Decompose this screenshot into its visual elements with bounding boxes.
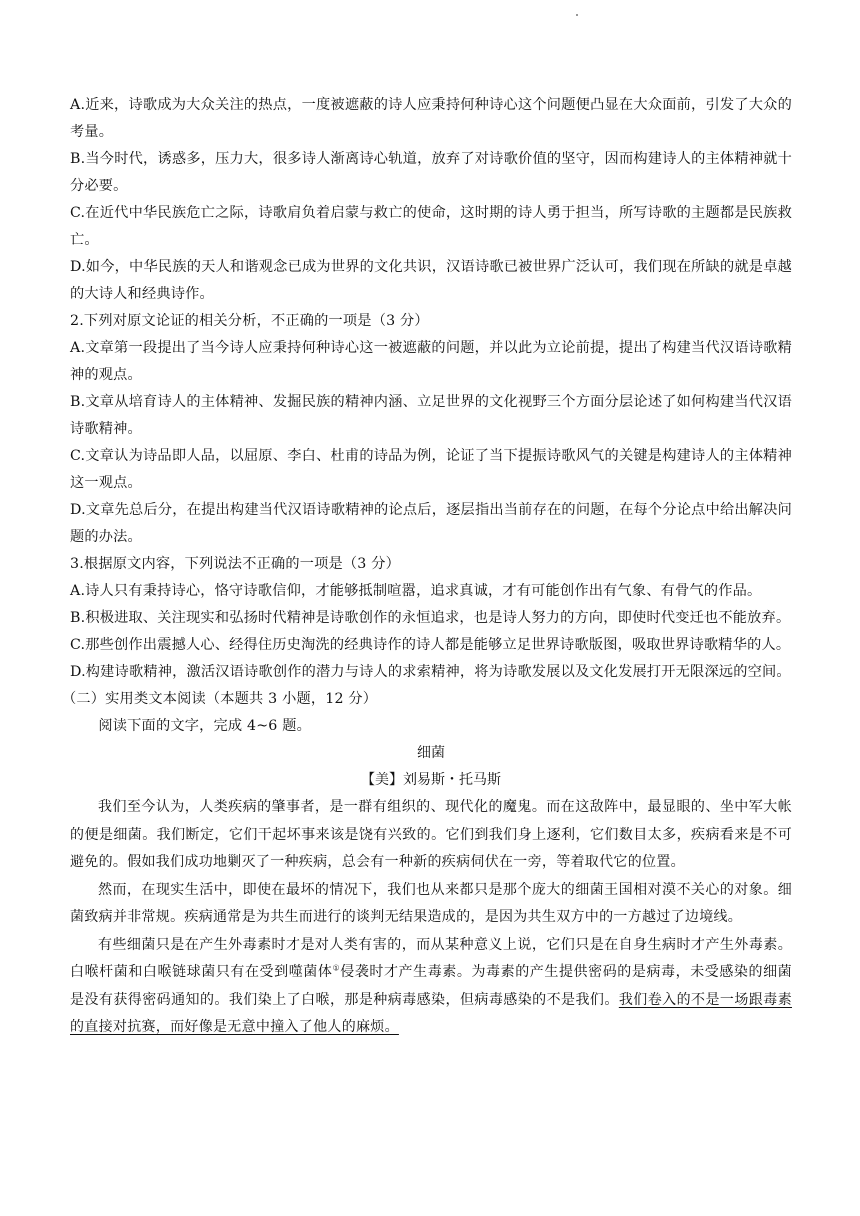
q3-option-a: A.诗人只有秉持诗心，恪守诗歌信仰，才能够抵制喧嚣，追求真诚，才有可能创作出有气象、有骨气的作品。 — [70, 583, 762, 599]
footnote-marker: ① — [332, 963, 341, 973]
q1-option-d: D.如今，中华民族的天人和谐观念已成为世界的文化共识，汉语诗歌已被世界广泛认可，我们现在所缺的就是卓越的大诗人和经典诗作。 — [70, 259, 792, 302]
q3-option-c: C.那些创作出震撼人心、经得住历史淘洗的经典诗作的诗人都是能够立足世界诗歌版图，吸取世界诗歌精华的人。 — [70, 637, 791, 653]
section-heading: （二）实用类文本阅读（本题共 3 小题，12 分） — [62, 691, 378, 707]
q3-stem: 3.根据原文内容，下列说法不正确的一项是（3 分） — [70, 556, 401, 572]
q2-option-d: D.文章先总后分，在提出构建当代汉语诗歌精神的论点后，逐层指出当前存在的问题，在每个分论点中给出解决问题的办法。 — [70, 502, 792, 545]
article-paragraph-1: 我们至今认为，人类疾病的肇事者，是一群有组织的、现代化的魔鬼。而在这敌阵中，最显眼的、坐中军大帐的便是细菌。我们断定，它们干起坏事来该是饶有兴致的。它们到我们身上逐利，它们数目太多，疾病看来是不可避免的。假如我们成功地剿灭了一种疾病，总会有一种新的疾病伺伏在一旁，等着取代它的位置。 — [70, 799, 792, 870]
q3-option-d: D.构建诗歌精神，激活汉语诗歌创作的潜力与诗人的求索精神，将为诗歌发展以及文化发展打开无限深远的空间。 — [70, 664, 791, 680]
document-page — [62, 92, 792, 1042]
q2-option-c: C.文章认为诗品即人品，以屈原、李白、杜甫的诗品为例，论证了当下提振诗歌风气的关键是构建诗人的主体精神这一观点。 — [70, 448, 792, 491]
q1-option-a: A.近来，诗歌成为大众关注的热点，一度被遮蔽的诗人应秉持何种诗心这个问题便凸显在大众面前，引发了大众的考量。 — [70, 97, 792, 140]
q3-option-b: B.积极进取、关注现实和弘扬时代精神是诗歌创作的永恒追求，也是诗人努力的方向，即使时代变迁也不能放弃。 — [70, 610, 791, 626]
page-dot — [576, 14, 578, 16]
q2-option-b: B.文章从培育诗人的主体精神、发掘民族的精神内涵、立足世界的文化视野三个方面分层论述了如何构建当代汉语诗歌精神。 — [70, 394, 792, 437]
article-paragraph-2: 然而，在现实生活中，即使在最坏的情况下，我们也从来都只是那个庞大的细菌王国相对漠不关心的对象。细菌致病并非常规。疾病通常是为共生而进行的谈判无结果造成的，是因为共生双方中的一方越过了边境线。 — [70, 881, 792, 925]
q1-option-b: B.当今时代，诱惑多，压力大，很多诗人渐离诗心轨道，放弃了对诗歌价值的坚守，因而构建诗人的主体精神就十分必要。 — [70, 151, 792, 194]
underlined-sentence: 我们卷入的不是一场跟毒素的直接对抗赛，而好像是无意中撞入了他人的麻烦。 — [70, 991, 792, 1035]
section-instruction: 阅读下面的文字，完成 4~6 题。 — [98, 718, 312, 734]
article-paragraph-3 — [70, 932, 792, 1042]
q1-option-c: C.在近代中华民族危亡之际，诗歌肩负着启蒙与救亡的使命，这时期的诗人勇于担当，所写诗歌的主题都是民族救亡。 — [70, 205, 792, 248]
q2-option-a: A.文章第一段提出了当今诗人应秉持何种诗心这一被遮蔽的问题，并以此为立论前提，提出了构建当代汉语诗歌精神的观点。 — [70, 340, 792, 383]
article-paragraph-3-text-b: 侵袭时才产生毒素。为毒素的产生提供密码的是病毒，未受感染的细菌是没有获得密码通知的。我们染上了白喉，那是种病毒感染，但病毒感染的不是我们。 — [70, 964, 792, 1008]
article-paragraph-3-text-a: 有些细菌只是在产生外毒素时才是对人类有害的，而从某种意义上说，它们只是在自身生病时才产生外毒素。白喉杆菌和白喉链球菌只有在受到噬菌体 — [70, 936, 792, 980]
q2-stem: 2.下列对原文论证的相关分析，不正确的一项是（3 分） — [70, 313, 429, 329]
article-title: 细菌 — [417, 745, 445, 761]
article-author: 【美】刘易斯・托马斯 — [361, 772, 501, 788]
